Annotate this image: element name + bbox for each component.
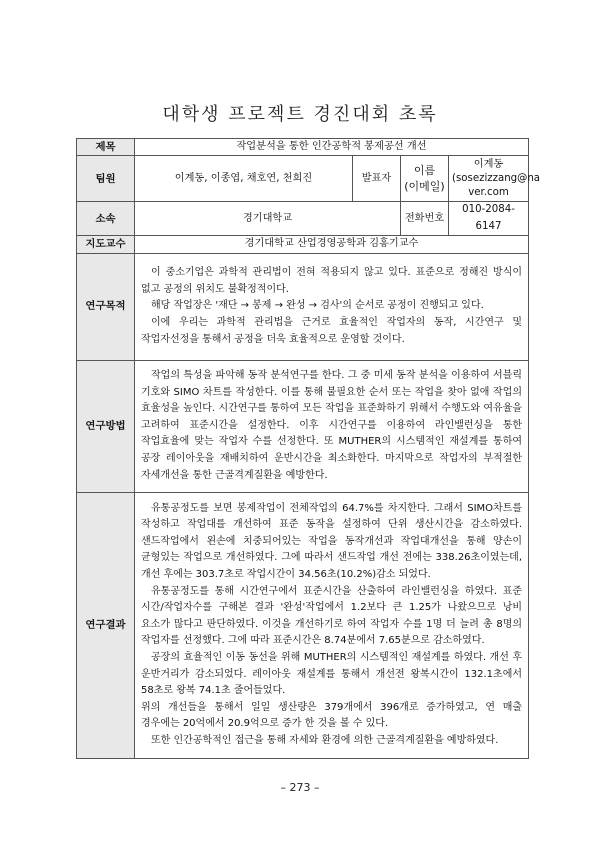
result-paragraph: 공장의 효율적인 이동 동선을 위해 MUTHER의 시스템적인 재설계를 하였다. 개선 후 운반거리가 감소되었다. 레이아웃 재설계를 통해서 개선전 왕복시간이 132.1초에서 58초로 왕복 74.1초 줄어들었다. — [141, 652, 523, 697]
presenter-name-label-line1: 이름 — [413, 163, 436, 177]
row-advisor — [77, 236, 529, 253]
page-number: – 273 – — [280, 781, 320, 794]
purpose-paragraph: 이 중소기업은 과학적 관리법이 전혀 적용되지 않고 있다. 표준으로 정해진 방식이 없고 공정의 위치도 불확정적이다. — [141, 267, 523, 295]
result-label: 연구결과 — [77, 492, 135, 758]
row-purpose — [77, 253, 529, 360]
result-paragraph: 또한 인간공학적인 접근을 통해 자세와 환경에 의한 근골격계질환을 예방하였다. — [151, 734, 499, 746]
subject-value: 작업분석을 통한 인간공학적 봉제공선 개선 — [135, 139, 529, 156]
purpose-paragraph: 이에 우리는 과학적 관리법을 근거로 효율적인 작업자의 동작, 시간연구 및 작업자선정을 통해서 공정을 더욱 효율적으로 운영할 것이다. — [141, 316, 523, 345]
result-paragraph: 유통공정도를 통해 시간연구에서 표준시간을 산출하여 라인밸런싱을 하였다. 표준 시간/작업자수를 구해본 결과 '완성'작업에서 1.2보다 큰 1.25가 나왔으므로 낭비 요소가 많다고 판단하였다. 이것을 개선하기로 하여 작업자 수를 1명 더 늘려 총 8명의 작업자를 선정했다. 그에 따라 표준시간은 8.74분에서 7.65분으로 감소하였다. — [141, 585, 523, 647]
subject-label: 제목 — [77, 139, 135, 156]
team-value: 이계동, 이종엽, 채호연, 천희진 — [135, 156, 353, 202]
purpose-body — [135, 253, 529, 360]
advisor-value: 경기대학교 산업경영공학과 김홍기교수 — [135, 236, 529, 253]
row-team — [77, 156, 529, 202]
affiliation-label: 소속 — [77, 202, 135, 236]
result-paragraph: 위의 개선들을 통해서 일일 생산량은 379개에서 396개로 증가하였고, 연 매출 경우에는 20억에서 20.9억으로 증가 한 것을 볼 수 있다. — [141, 701, 523, 730]
presenter-name: 이계동 — [473, 158, 504, 170]
presenter-label: 발표자 — [353, 156, 401, 202]
row-subject — [77, 139, 529, 156]
purpose-label: 연구목적 — [77, 253, 135, 360]
purpose-paragraph: 해당 작업장은 '재단 → 봉제 → 완성 → 검사'의 순서로 공정이 진행되고 있다. — [151, 300, 484, 312]
page-title: 대학생 프로젝트 경진대회 초록 — [162, 104, 438, 125]
phone-label: 전화번호 — [401, 202, 449, 236]
abstract-table — [76, 138, 541, 759]
method-label: 연구방법 — [77, 360, 135, 492]
phone-value: 010-2084-6147 — [449, 202, 529, 236]
row-result — [77, 492, 529, 758]
presenter-name-value — [449, 156, 541, 202]
row-method — [77, 360, 529, 492]
presenter-name-label — [401, 156, 449, 202]
presenter-email-line1: (sosezizzang@na — [452, 172, 541, 184]
method-body — [135, 360, 529, 492]
presenter-name-label-line2: (이메일) — [404, 179, 445, 193]
affiliation-value: 경기대학교 — [135, 202, 401, 236]
method-paragraph: 작업의 특성을 파악해 동작 분석연구를 한다. 그 중 미세 동작 분석을 이용하여 서블릭 기호와 SIMO 차트를 작성한다. 이를 통해 불필요한 순서 또는 작업을 찾아 없애 작업의 효율성을 높인다. 시간연구를 통하여 모든 작업을 표준화하기 위해서 수행도와 여유율을 고려하여 표준시간을 설정한다. 이후 시간연구를 이용하여 라인밸런싱을 통한 작업효율에 맞는 작업자 수를 선정한다. 또 MUTHER의 시스템적인 재설계를 통하여 공장 레이아웃을 재배치하여 운반시간을 최소화한다. 마지막으로 작업자의 부적절한 자세개선을 통한 근골격계질환을 예방한다. — [141, 370, 523, 481]
result-paragraph: 유통공정도를 보면 봉제작업이 전체작업의 64.7%를 차지한다. 그래서 SIMO차트를 작성하고 작업대를 개선하여 표준 동작을 설정하여 단위 생산시간을 감소하였다. 샌드작업에서 왼손에 치중되어있는 작업을 동작개선과 작업대개선을 통해 양손이 균형있는 작업으로 개선하였다. 그에 따라서 샌드작업 개선 전에는 338.26초이였는데, 개선 후에는 303.7초로 작업시간이 34.56초(10.2%)감소 되었다. — [141, 502, 523, 581]
result-body — [135, 492, 529, 758]
presenter-email-line2: ver.com — [468, 186, 509, 198]
team-label: 팀원 — [77, 156, 135, 202]
row-affiliation — [77, 202, 529, 236]
advisor-label: 지도교수 — [77, 236, 135, 253]
